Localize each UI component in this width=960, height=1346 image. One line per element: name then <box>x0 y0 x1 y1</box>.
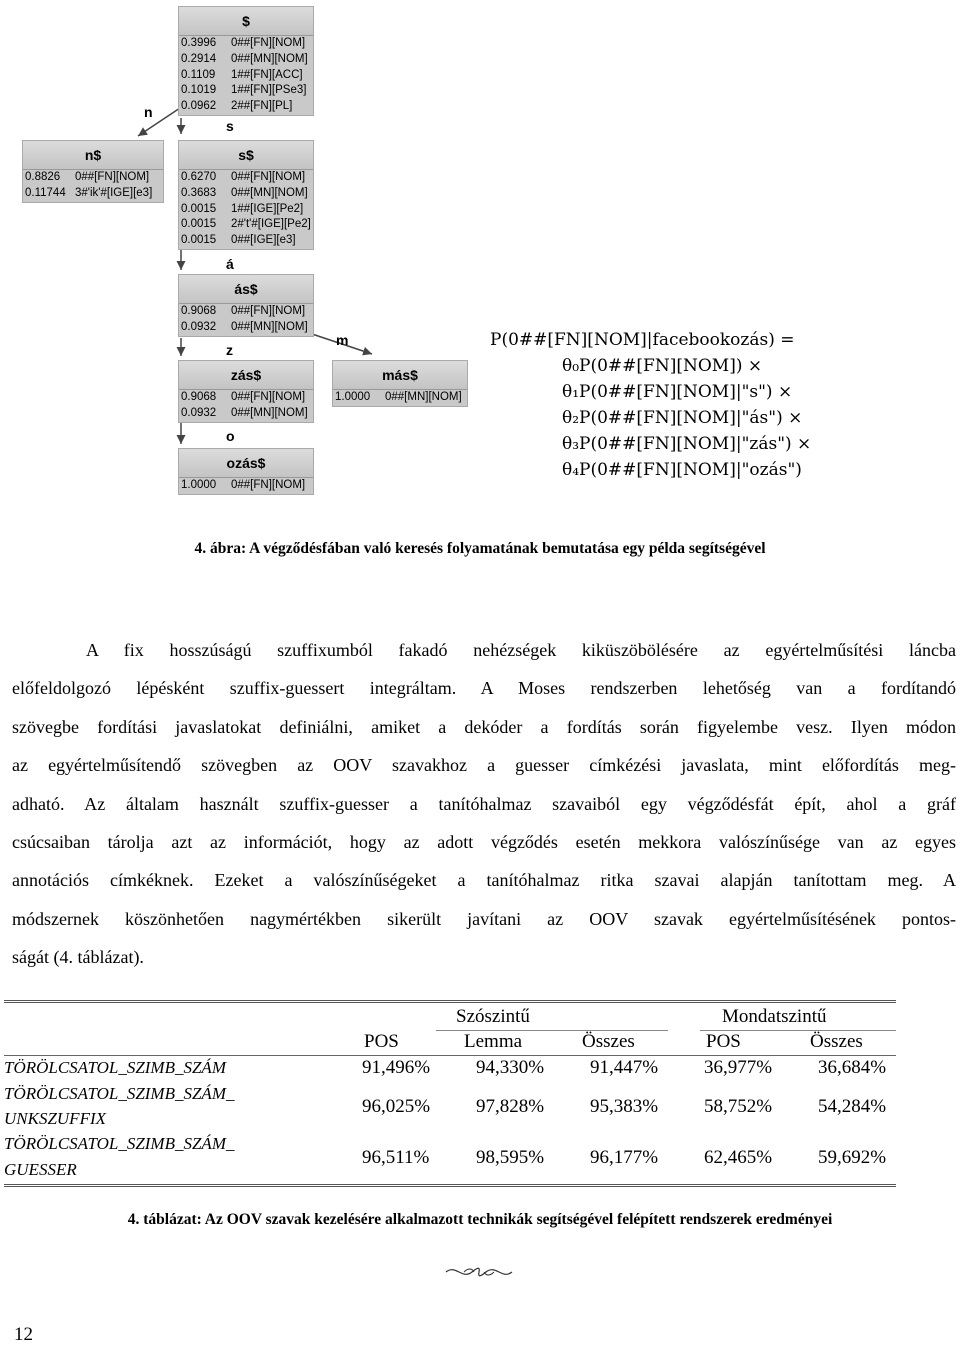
node-title: $ <box>179 7 313 36</box>
paragraph-line: A fix hosszúságú szuffixumból fakadó nehézségek kiküszöbölésére az egyértelműsítési láncba <box>86 640 956 660</box>
node-title: s$ <box>179 141 313 170</box>
node-row: 0.1109 1##[FN][ACC] <box>179 68 313 84</box>
node-row: 0.0962 2##[FN][PL] <box>179 99 313 115</box>
edge-label-o: o <box>226 428 235 444</box>
cell-total: 91,447% <box>590 1057 659 1078</box>
node-row: 0.6270 0##[FN][NOM] <box>179 170 313 186</box>
edge-label-n: n <box>144 104 153 120</box>
cell-total2: 36,684% <box>818 1057 887 1078</box>
cell-total: 96,177% <box>590 1147 659 1168</box>
row-label: TÖRÖLCSATOL_SZIMB_SZÁM_ <box>4 1134 235 1153</box>
col-header-pos2: POS <box>706 1031 741 1052</box>
node-row: 0.0015 1##[IGE][Pe2] <box>179 202 313 218</box>
edge-label-z: z <box>226 342 233 358</box>
col-header-total2: Összes <box>810 1031 863 1052</box>
edge-label-m: m <box>336 332 349 348</box>
formula-line-5: θ₄P(0##[FN][NOM]|"ozás") <box>562 460 802 480</box>
node-row: 1.0000 0##[FN][NOM] <box>179 478 313 494</box>
formula-line-4: θ₃P(0##[FN][NOM]|"zás") × <box>562 434 812 454</box>
table-bottom-rule <box>4 1184 896 1187</box>
row-label: TÖRÖLCSATOL_SZIMB_SZÁM_ <box>4 1084 235 1103</box>
paragraph-line: módszernek köszönhetően nagymértékben sikerült javítani az OOV szavak egyértelműsítésének pontos- <box>12 908 956 929</box>
node-row: 0.2914 0##[MN][NOM] <box>179 52 313 68</box>
row-label-cont: UNKSZUFFIX <box>4 1109 106 1128</box>
ornament-flourish-icon <box>444 1264 514 1280</box>
paragraph-line: ságát (4. táblázat). <box>12 947 144 968</box>
tree-node-ozas <box>178 448 314 495</box>
node-row: 0.9068 0##[FN][NOM] <box>179 390 313 406</box>
node-title: zás$ <box>179 361 313 390</box>
node-title: n$ <box>23 141 163 170</box>
paragraph-line: csúcsaiban tárolja azt az információt, hogy az adott végződés esetén mekkora valószínűsége van az egyes <box>12 831 956 852</box>
table-top-rule <box>4 1000 896 1003</box>
paragraph-line: az egyértelműsítendő szövegben az OOV szavakhoz a guesser címkézési javaslata, mint előfordítás meg- <box>12 755 956 776</box>
col-header-lemma: Lemma <box>464 1031 523 1052</box>
cell-total: 95,383% <box>590 1096 659 1117</box>
paragraph-line: adható. Az általam használt szuffix-guesser a tanítóhalmaz szavaiból egy végződésfát épít, ahol a gráf <box>12 793 956 814</box>
cell-lemma: 94,330% <box>476 1057 545 1078</box>
figure-caption: 4. ábra: A végződésfában való keresés folyamatának bemutatása egy példa segítségével <box>194 540 766 557</box>
edge-label-a: á <box>226 256 234 272</box>
cell-pos2: 58,752% <box>704 1096 773 1117</box>
header-rule <box>4 1055 896 1056</box>
formula-line-3: θ₂P(0##[FN][NOM]|"ás") × <box>562 408 803 428</box>
cell-pos: 96,025% <box>362 1096 431 1117</box>
col-header-pos: POS <box>364 1031 399 1052</box>
cell-total2: 59,692% <box>818 1147 887 1168</box>
paragraph-line: szövegbe fordítási javaslatokat definiálni, amiket a dekóder a fordítás során figyelembe vesz. Ilyen módon <box>12 716 956 737</box>
paragraph-line: annotációs címkéknek. Ezeket a valószínűségeket a tanítóhalmaz ritka szavai alapján tanítottam meg. A <box>12 870 956 891</box>
table-caption: 4. táblázat: Az OOV szavak kezelésére alkalmazott technikák segítségével felépített rendszerek eredményei <box>127 1211 833 1228</box>
tree-node-mas <box>332 360 468 407</box>
node-row: 0.3996 0##[FN][NOM] <box>179 36 313 52</box>
node-row: 1.0000 0##[MN][NOM] <box>333 390 467 406</box>
paragraph-line: előfeldolgozó lépésként szuffix-guessert integráltam. A Moses rendszerben lehetőség van a fordítandó <box>12 678 956 699</box>
row-label: TÖRÖLCSATOL_SZIMB_SZÁM <box>4 1058 226 1077</box>
cell-pos: 96,511% <box>362 1147 430 1168</box>
node-title: más$ <box>333 361 467 390</box>
node-row: 0.0015 2#'t'#[IGE][Pe2] <box>179 217 313 233</box>
body-paragraph <box>12 631 956 977</box>
tree-node-zas <box>178 360 314 423</box>
group-header-word: Szószintű <box>456 1006 530 1027</box>
formula-line-0: P(0##[FN][NOM]|facebookozás) = <box>490 330 795 350</box>
node-title: ás$ <box>179 275 313 304</box>
node-row: 0.9068 0##[FN][NOM] <box>179 304 313 320</box>
page-number: 12 <box>14 1324 33 1345</box>
edge-label-s: s <box>226 118 234 134</box>
cell-lemma: 97,828% <box>476 1096 545 1117</box>
cell-pos: 91,496% <box>362 1057 431 1078</box>
node-title: ozás$ <box>179 449 313 478</box>
tree-node-s <box>178 140 314 250</box>
cell-pos2: 36,977% <box>704 1057 773 1078</box>
formula-line-2: θ₁P(0##[FN][NOM]|"s") × <box>562 382 793 402</box>
cell-pos2: 62,465% <box>704 1147 773 1168</box>
tree-node-as <box>178 274 314 337</box>
tree-node-n <box>22 140 164 203</box>
cell-lemma: 98,595% <box>476 1147 545 1168</box>
tree-node-root <box>178 6 314 116</box>
node-row: 0.0015 0##[IGE][e3] <box>179 233 313 249</box>
col-header-total: Összes <box>582 1031 635 1052</box>
node-row: 0.8826 0##[FN][NOM] <box>23 170 163 186</box>
cell-total2: 54,284% <box>818 1096 887 1117</box>
node-row: 0.0932 0##[MN][NOM] <box>179 406 313 422</box>
row-label-cont: GUESSER <box>4 1160 77 1179</box>
group-header-sentence: Mondatszintű <box>722 1006 827 1027</box>
node-row: 0.3683 0##[MN][NOM] <box>179 186 313 202</box>
node-row: 0.11744 3#'ik'#[IGE][e3] <box>23 186 163 202</box>
formula-line-1: θ₀P(0##[FN][NOM]) × <box>562 356 763 376</box>
node-row: 0.0932 0##[MN][NOM] <box>179 320 313 336</box>
node-row: 0.1019 1##[FN][PSe3] <box>179 83 313 99</box>
